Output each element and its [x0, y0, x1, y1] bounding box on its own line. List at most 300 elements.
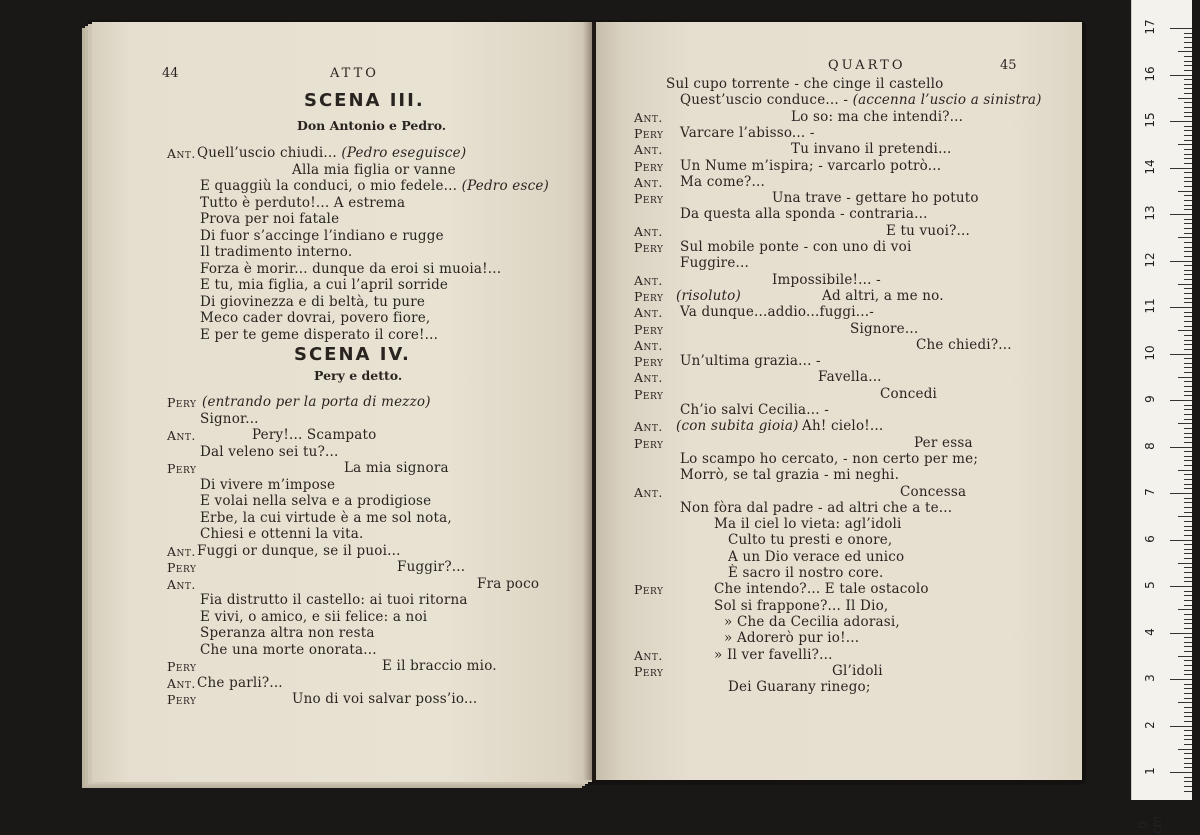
verse-text: Speranza altra non resta	[200, 625, 375, 641]
verse-line	[850, 321, 918, 337]
verse-line	[200, 294, 425, 310]
ruler-tick	[1184, 84, 1192, 85]
ruler-tick	[1178, 237, 1192, 238]
verse-line	[680, 500, 952, 516]
verse-text: E tu vuoi?...	[886, 222, 971, 239]
ruler-tick	[1184, 149, 1192, 150]
verse-line	[200, 244, 352, 260]
page-number-right: 45	[1000, 58, 1017, 73]
ruler-tick	[1184, 247, 1192, 248]
ruler-tick	[1184, 112, 1192, 113]
verse-line	[791, 141, 952, 157]
verse-text: E per te geme disperato il core!...	[200, 326, 439, 343]
ruler-tick	[1184, 405, 1192, 406]
ruler-tick	[1184, 465, 1192, 466]
verse-text: Ah! cielo!...	[802, 418, 884, 435]
scene-3-title: SCENA III.	[304, 90, 425, 111]
ruler-tick	[1184, 488, 1192, 489]
ruler-tick	[1184, 363, 1192, 364]
ruler-tick	[1184, 391, 1192, 392]
stage-direction: (Pedro eseguisce)	[341, 145, 467, 161]
verse-text: Che una morte onorata...	[200, 641, 377, 658]
ruler-tick	[1184, 600, 1192, 601]
ruler-tick	[1184, 707, 1192, 708]
ruler-tick	[1184, 735, 1192, 736]
speaker-label: Pery	[634, 582, 664, 598]
ruler-tick	[1184, 140, 1192, 141]
verse-text: Quest’uscio conduce... -	[680, 92, 853, 109]
ruler-tick	[1184, 502, 1192, 503]
ruler-tick	[1170, 586, 1192, 587]
ruler-tick	[1178, 516, 1192, 517]
ruler-tick	[1184, 265, 1192, 266]
ruler-tick	[1184, 409, 1192, 410]
ruler-tick	[1184, 456, 1192, 457]
ruler-tick	[1170, 447, 1192, 448]
ruler-tick	[1184, 507, 1192, 508]
verse-line	[772, 272, 881, 288]
ruler-number: 9	[1143, 395, 1157, 403]
speaker-label: Ant.	[634, 174, 663, 190]
ruler-tick	[1170, 493, 1192, 494]
ruler-tick	[1184, 484, 1192, 485]
speaker-label: Pery	[167, 560, 197, 575]
ruler-tick	[1184, 288, 1192, 289]
verse-text: Gl’idoli	[832, 662, 883, 679]
ruler-tick	[1184, 414, 1192, 415]
ruler-tick	[1178, 377, 1192, 378]
ruler-tick	[1184, 381, 1192, 382]
speaker-label: Ant.	[167, 543, 196, 559]
ruler-tick	[1184, 521, 1192, 522]
ruler-tick	[1184, 665, 1192, 666]
ruler-tick	[1184, 660, 1192, 661]
ruler-tick	[1170, 28, 1192, 29]
verse-line	[200, 261, 501, 277]
verse-line	[680, 125, 815, 141]
ruler-tick	[1184, 321, 1192, 322]
ruler-number: 15	[1143, 112, 1157, 128]
ruler-tick	[1184, 526, 1192, 527]
verse-text: Ma come?...	[680, 173, 765, 190]
verse-text: Concessa	[900, 483, 967, 500]
ruler-tick	[1184, 251, 1192, 252]
ruler-number: 8	[1143, 441, 1157, 450]
verse-line	[728, 532, 892, 548]
ruler-number: 2	[1143, 720, 1157, 729]
verse-line	[680, 158, 941, 174]
running-head-right: QUARTO	[828, 58, 906, 73]
ruler-tick	[1184, 553, 1192, 554]
speaker-label: Ant.	[167, 146, 196, 161]
verse-text: E tu, mia figlia, a cui l’april sorride	[200, 277, 449, 293]
verse-line	[197, 543, 401, 559]
speaker-label: Ant.	[634, 272, 663, 288]
ruler-tick	[1184, 298, 1192, 299]
verse-text: Di vivere m’impose	[200, 476, 336, 493]
verse-line	[200, 228, 444, 244]
ruler-tick	[1184, 65, 1192, 66]
ruler-tick	[1170, 307, 1192, 308]
verse-text: Morrò, se tal grazia - mi neghi.	[680, 467, 900, 484]
verse-text: Fuggi or dunque, se il puoi...	[197, 542, 401, 559]
verse-line	[680, 451, 978, 467]
verse-text: Erbe, la cui virtude è a me sol nota,	[200, 509, 452, 526]
ruler-tick	[1184, 730, 1192, 731]
ruler-tick	[1184, 209, 1192, 210]
ruler-tick	[1184, 70, 1192, 71]
verse-text: La mia signora	[344, 460, 449, 476]
verse-line	[914, 435, 973, 451]
ruler-tick	[1184, 37, 1192, 38]
ruler-tick	[1170, 400, 1192, 401]
verse-text: E volai nella selva e a prodigiose	[200, 493, 432, 509]
ruler-tick	[1184, 712, 1192, 713]
verse-line	[477, 576, 539, 592]
verse-line	[197, 145, 466, 161]
ruler-number: 12	[1143, 251, 1157, 268]
page-number-left: 44	[162, 66, 179, 81]
ruler-tick	[1184, 340, 1192, 341]
ruler-number: 1	[1143, 767, 1157, 775]
scene-3-cast: Don Antonio e Pedro.	[297, 118, 447, 133]
verse-line	[200, 625, 375, 641]
verse-text: Di giovinezza e di beltà, tu pure	[200, 293, 426, 310]
verse-line	[200, 642, 377, 658]
verse-line	[714, 598, 888, 614]
verse-text: Uno di voi salvar poss’io...	[292, 691, 478, 707]
speaker-label: Ant.	[634, 142, 663, 158]
ruler-tick	[1184, 61, 1192, 62]
ruler-tick	[1184, 479, 1192, 480]
ruler-tick	[1184, 651, 1192, 652]
ruler-tick	[1178, 330, 1192, 331]
ruler-tick	[1184, 791, 1192, 792]
verse-line	[382, 658, 497, 674]
verse-line	[680, 353, 821, 369]
stage-direction: (accenna l’uscio a sinistra)	[852, 92, 1042, 109]
ruler-tick	[1184, 200, 1192, 201]
ruler-tick	[1184, 316, 1192, 317]
ruler-tick	[1184, 581, 1192, 582]
right-page	[596, 22, 1082, 780]
ruler-tick	[1184, 428, 1192, 429]
verse-line	[252, 427, 376, 443]
verse-line	[714, 647, 833, 663]
verse-text: Varcare l’abisso... -	[680, 124, 815, 141]
verse-line	[200, 510, 452, 526]
stage-direction: (entrando per la porta di mezzo)	[202, 394, 431, 410]
verse-line	[200, 327, 438, 343]
scene-4-title: SCENA IV.	[294, 344, 411, 365]
stage-direction: (Pedro esce)	[461, 178, 549, 194]
ruler-tick	[1184, 744, 1192, 745]
verse-line	[200, 178, 549, 194]
ruler-number: 14	[1143, 158, 1157, 175]
verse-text: Favella...	[818, 369, 882, 386]
ruler-number: 7	[1143, 488, 1157, 496]
speaker-label: Pery	[167, 461, 197, 476]
verse-line	[900, 484, 966, 500]
ruler-tick	[1184, 437, 1192, 438]
verse-text: Una trave - gettare ho potuto	[772, 190, 979, 207]
ruler-tick	[1184, 767, 1192, 768]
ruler-tick	[1184, 670, 1192, 671]
ruler-number: 11	[1143, 298, 1157, 314]
verse-text: » Che da Cecilia adorasi,	[724, 613, 900, 630]
verse-text: Prova per noi fatale	[200, 211, 340, 227]
ruler-tick	[1184, 530, 1192, 531]
speaker-label: Pery	[634, 354, 664, 370]
ruler-tick	[1178, 423, 1192, 424]
verse-text: Ch’io salvi Cecilia... -	[680, 402, 829, 418]
verse-line	[200, 493, 431, 509]
verse-line	[714, 516, 902, 532]
ruler-tick	[1184, 777, 1192, 778]
speaker-label: Ant.	[634, 305, 663, 321]
speaker-label: Pery	[634, 321, 664, 337]
ruler-number: 4	[1143, 627, 1157, 636]
ruler-number: 17	[1143, 19, 1157, 35]
verse-text: Che parli?...	[197, 674, 283, 691]
verse-text: Fuggir?...	[397, 559, 466, 575]
ruler-tick	[1184, 698, 1192, 699]
verse-text: Che chiedi?...	[916, 336, 1012, 353]
ruler-tick	[1184, 42, 1192, 43]
ruler-number: 5	[1143, 581, 1157, 589]
verse-text: Sul cupo torrente - che cinge il castello	[666, 76, 944, 92]
verse-text: Ma il ciel lo vieta: agl’idoli	[714, 516, 902, 533]
ruler-tick	[1184, 33, 1192, 34]
ruler-tick	[1184, 614, 1192, 615]
verse-text: Pery!... Scampato	[252, 427, 377, 443]
verse-line	[728, 679, 871, 695]
ruler-tick	[1184, 344, 1192, 345]
ruler-number: 6	[1143, 534, 1157, 543]
ruler-tick	[1170, 772, 1192, 773]
ruler-number: 10	[1143, 344, 1157, 361]
ruler-tick	[1184, 646, 1192, 647]
verse-text: Sol si frappone?... Il Dio,	[714, 597, 889, 614]
speaker-label: Ant.	[634, 223, 663, 239]
ruler-tick	[1184, 419, 1192, 420]
verse-line	[676, 418, 884, 435]
verse-text: Alla mia figlia or vanne	[292, 161, 456, 178]
ruler-tick	[1170, 540, 1192, 541]
verse-text: Impossibile!... -	[772, 271, 881, 288]
verse-line	[292, 691, 477, 707]
stage-direction: (con subita gioia)	[676, 418, 799, 435]
ruler-tick	[1178, 284, 1192, 285]
verse-line	[680, 239, 911, 255]
verse-text: Non fòra dal padre - ad altri che a te...	[680, 499, 953, 516]
verse-text: E quaggiù la conduci, o mio fedele...	[200, 178, 462, 194]
ruler-tick	[1184, 293, 1192, 294]
verse-line	[200, 477, 335, 493]
ruler-number: 0 cm	[1136, 815, 1164, 834]
ruler-tick	[1184, 577, 1192, 578]
ruler-tick	[1184, 195, 1192, 196]
ruler-tick	[1184, 684, 1192, 685]
speaker-label: Ant.	[634, 109, 663, 125]
verse-text: » Adorerò pur io!...	[724, 630, 860, 647]
verse-line	[200, 411, 259, 427]
stage-direction: (risoluto)	[676, 287, 741, 304]
ruler-tick	[1184, 158, 1192, 159]
ruler-tick	[1184, 474, 1192, 475]
ruler-tick	[1184, 177, 1192, 178]
ruler-tick	[1184, 753, 1192, 754]
verse-text: Lo scampo ho cercato, - non certo per me;	[680, 450, 979, 467]
verse-text: Dal veleno sei tu?...	[200, 443, 339, 460]
ruler-tick	[1184, 781, 1192, 782]
speaker-label: Pery	[634, 386, 664, 402]
ruler-tick	[1184, 367, 1192, 368]
ruler-tick	[1184, 335, 1192, 336]
verse-text: Forza è morir... dunque da eroi si muoia!...	[200, 260, 502, 277]
ruler-tick	[1184, 242, 1192, 243]
speaker-label: Pery	[634, 158, 664, 174]
ruler-tick	[1170, 214, 1192, 215]
ruler-tick	[1184, 595, 1192, 596]
speaker-label: Ant.	[634, 419, 663, 435]
verse-text: E vivi, o amico, e sii felice: a noi	[200, 608, 428, 625]
speaker-label: Ant.	[167, 675, 196, 691]
ruler-tick	[1184, 256, 1192, 257]
ruler-tick	[1170, 633, 1192, 634]
running-head-left: ATTO	[330, 66, 379, 81]
verse-line	[200, 211, 339, 227]
ruler-tick	[1184, 274, 1192, 275]
ruler-tick	[1184, 498, 1192, 499]
ruler-tick	[1184, 591, 1192, 592]
ruler-tick	[1184, 102, 1192, 103]
ruler-tick	[1184, 302, 1192, 303]
ruler-tick	[1184, 349, 1192, 350]
verse-line	[791, 109, 963, 125]
verse-line	[200, 592, 468, 608]
ruler-tick	[1184, 223, 1192, 224]
left-page	[92, 22, 592, 782]
ruler-tick	[1184, 163, 1192, 164]
verse-text: Signor...	[200, 410, 259, 427]
verse-line	[832, 663, 883, 679]
ruler-tick	[1170, 121, 1192, 122]
ruler-tick	[1184, 372, 1192, 373]
speaker-label: Ant.	[634, 484, 663, 500]
verse-line	[200, 444, 338, 460]
ruler-tick	[1170, 75, 1192, 76]
verse-text: Signore...	[850, 320, 919, 337]
verse-line	[880, 386, 937, 402]
ruler-tick	[1184, 451, 1192, 452]
ruler-tick	[1184, 386, 1192, 387]
ruler-tick	[1184, 674, 1192, 675]
verse-line	[772, 190, 979, 206]
ruler-tick	[1184, 79, 1192, 80]
ruler-tick	[1184, 623, 1192, 624]
ruler-tick	[1178, 749, 1192, 750]
ruler-tick	[1178, 702, 1192, 703]
verse-line	[292, 162, 456, 178]
speaker-label: Ant.	[634, 337, 663, 353]
ruler-tick	[1184, 47, 1192, 48]
verse-text: Dei Guarany rinego;	[728, 679, 871, 696]
ruler-tick	[1170, 168, 1192, 169]
ruler-tick	[1184, 642, 1192, 643]
verse-text: Quell’uscio chiudi...	[197, 145, 342, 161]
verse-line	[666, 76, 943, 92]
verse-text: Tu invano il pretendi...	[791, 141, 952, 158]
ruler-tick	[1184, 786, 1192, 787]
verse-text: Meco cader dovrai, povero fiore,	[200, 310, 431, 326]
verse-text: Lo so: ma che intendi?...	[791, 108, 964, 125]
speaker-label: Ant.	[634, 647, 663, 663]
verse-text: A un Dio verace ed unico	[728, 548, 905, 565]
verse-line	[197, 675, 283, 691]
speaker-label: Ant.	[634, 370, 663, 386]
ruler-tick	[1184, 460, 1192, 461]
verse-text: Un’ultima grazia... -	[680, 353, 821, 370]
verse-line	[818, 369, 882, 385]
ruler-tick	[1184, 93, 1192, 94]
verse-line	[724, 630, 859, 646]
ruler-tick	[1184, 395, 1192, 396]
ruler-tick	[1184, 739, 1192, 740]
verse-line	[680, 304, 874, 320]
verse-text: Fuggire...	[680, 255, 749, 272]
verse-text: Culto tu presti e onore,	[728, 532, 893, 549]
verse-text: Il tradimento interno.	[200, 244, 353, 260]
verse-line	[728, 565, 884, 581]
ruler-tick	[1184, 619, 1192, 620]
speaker-label: Pery	[167, 692, 197, 707]
speaker-label: Pery	[167, 659, 197, 674]
ruler-tick	[1184, 572, 1192, 573]
ruler-tick	[1184, 637, 1192, 638]
verse-line	[680, 402, 829, 418]
verse-line	[886, 223, 970, 239]
verse-text: E il braccio mio.	[382, 658, 497, 674]
ruler-tick	[1178, 144, 1192, 145]
verse-line	[200, 609, 427, 625]
speaker-label: Pery	[634, 191, 664, 207]
verse-line	[680, 206, 928, 222]
ruler-tick	[1184, 181, 1192, 182]
ruler-tick	[1184, 233, 1192, 234]
verse-text: È sacro il nostro core.	[728, 565, 884, 581]
ruler-tick	[1184, 326, 1192, 327]
verse-text: Di fuor s’accinge l’indiano e rugge	[200, 227, 444, 244]
verse-text: Che intendo?... E tale ostacolo	[714, 581, 929, 598]
ruler-tick	[1184, 605, 1192, 606]
verse-text: Concedi	[880, 385, 938, 402]
ruler-tick	[1184, 544, 1192, 545]
ruler-tick	[1184, 567, 1192, 568]
ruler-tick	[1184, 549, 1192, 550]
scene-4-cast: Pery e detto.	[314, 368, 403, 383]
verse-text: Tutto è perduto!... A estrema	[200, 194, 406, 211]
speaker-label: Ant.	[167, 428, 196, 443]
verse-text: Fra poco	[477, 575, 540, 592]
verse-line	[200, 310, 430, 326]
ruler-tick	[1184, 442, 1192, 443]
verse-text: Da questa alla sponda - contraria...	[680, 206, 928, 223]
verse-line	[397, 559, 465, 575]
ruler-tick	[1184, 56, 1192, 57]
ruler-tick	[1184, 219, 1192, 220]
ruler-tick	[1178, 470, 1192, 471]
